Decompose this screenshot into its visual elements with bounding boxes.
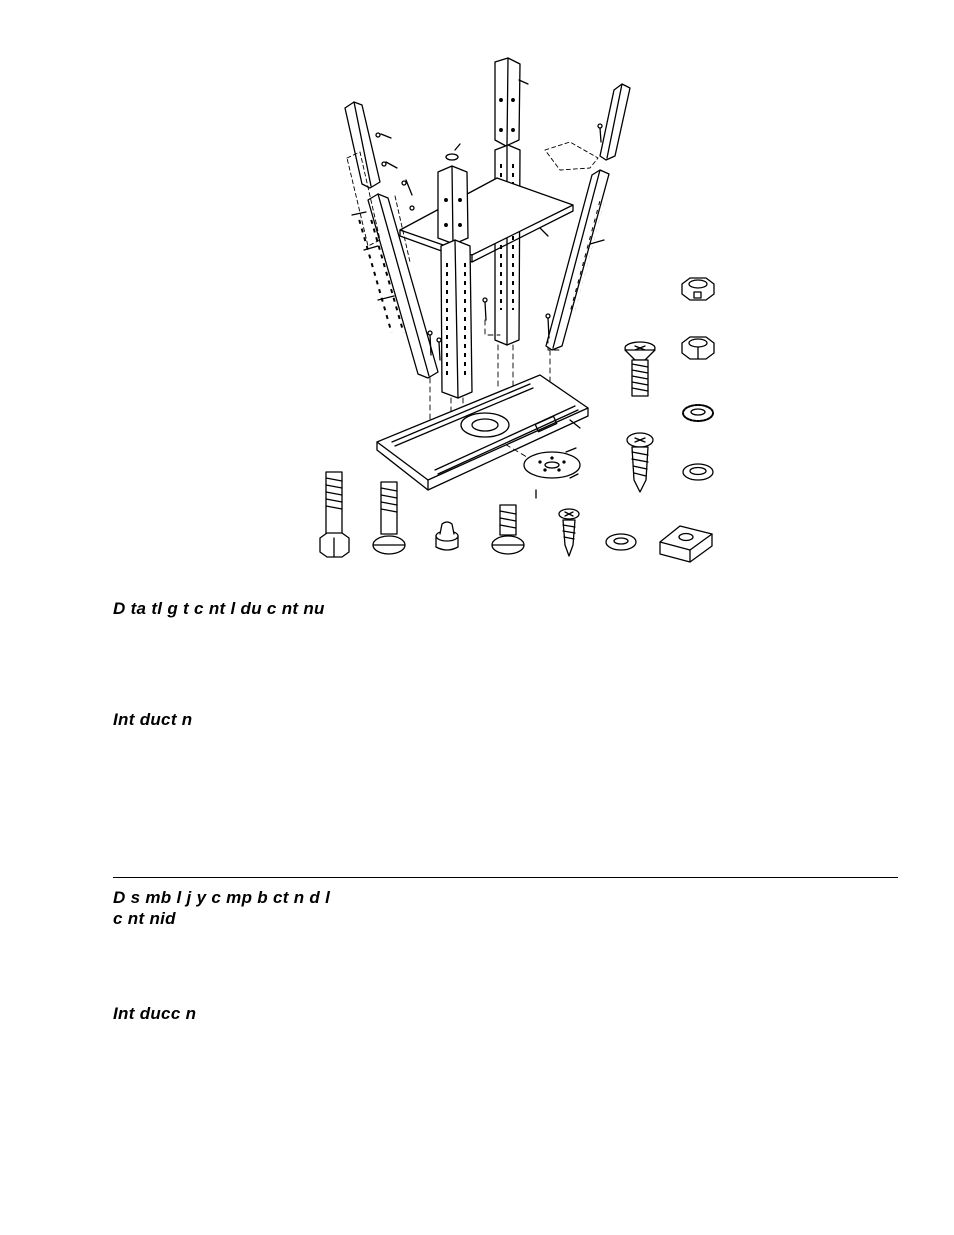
carriage-bolt-long — [373, 482, 405, 554]
exploded-assembly-diagram — [0, 0, 954, 580]
small-washer — [606, 534, 636, 550]
insert-disc — [524, 448, 580, 498]
pan-head-screw-large — [627, 433, 653, 492]
flat-head-bolt — [625, 342, 655, 396]
heading-text-line2: c nt nid — [113, 909, 176, 928]
heading-intro-spanish — [113, 1003, 196, 1024]
heading-text: Int ducc n — [113, 1004, 197, 1023]
heading-disassembly-spanish — [113, 887, 330, 929]
back-leg-lower — [495, 145, 520, 345]
lock-washer — [683, 405, 713, 421]
shelf-panel — [400, 178, 573, 262]
hex-bolt-long — [320, 472, 349, 557]
pan-head-screw-small — [559, 509, 579, 556]
heading-text-line1: D s mb l j y c mp b ct n d l — [113, 888, 331, 907]
hex-lock-nut — [682, 278, 714, 300]
heading-text: D ta tl g t c nt l du c nt nu — [113, 599, 325, 618]
plastic-cap — [436, 522, 458, 550]
back-leg-upper-bracket — [495, 58, 528, 146]
hex-nut — [682, 337, 714, 359]
left-leg — [345, 102, 441, 378]
front-center-leg — [438, 144, 472, 398]
square-nut — [660, 526, 712, 562]
section-divider — [113, 877, 898, 878]
heading-disassembly-french — [113, 598, 325, 619]
carriage-bolt-short — [492, 505, 524, 554]
heading-text: Int duct n — [113, 710, 193, 729]
heading-intro-french — [113, 709, 192, 730]
right-leg — [545, 84, 630, 350]
flat-washer — [683, 464, 713, 480]
